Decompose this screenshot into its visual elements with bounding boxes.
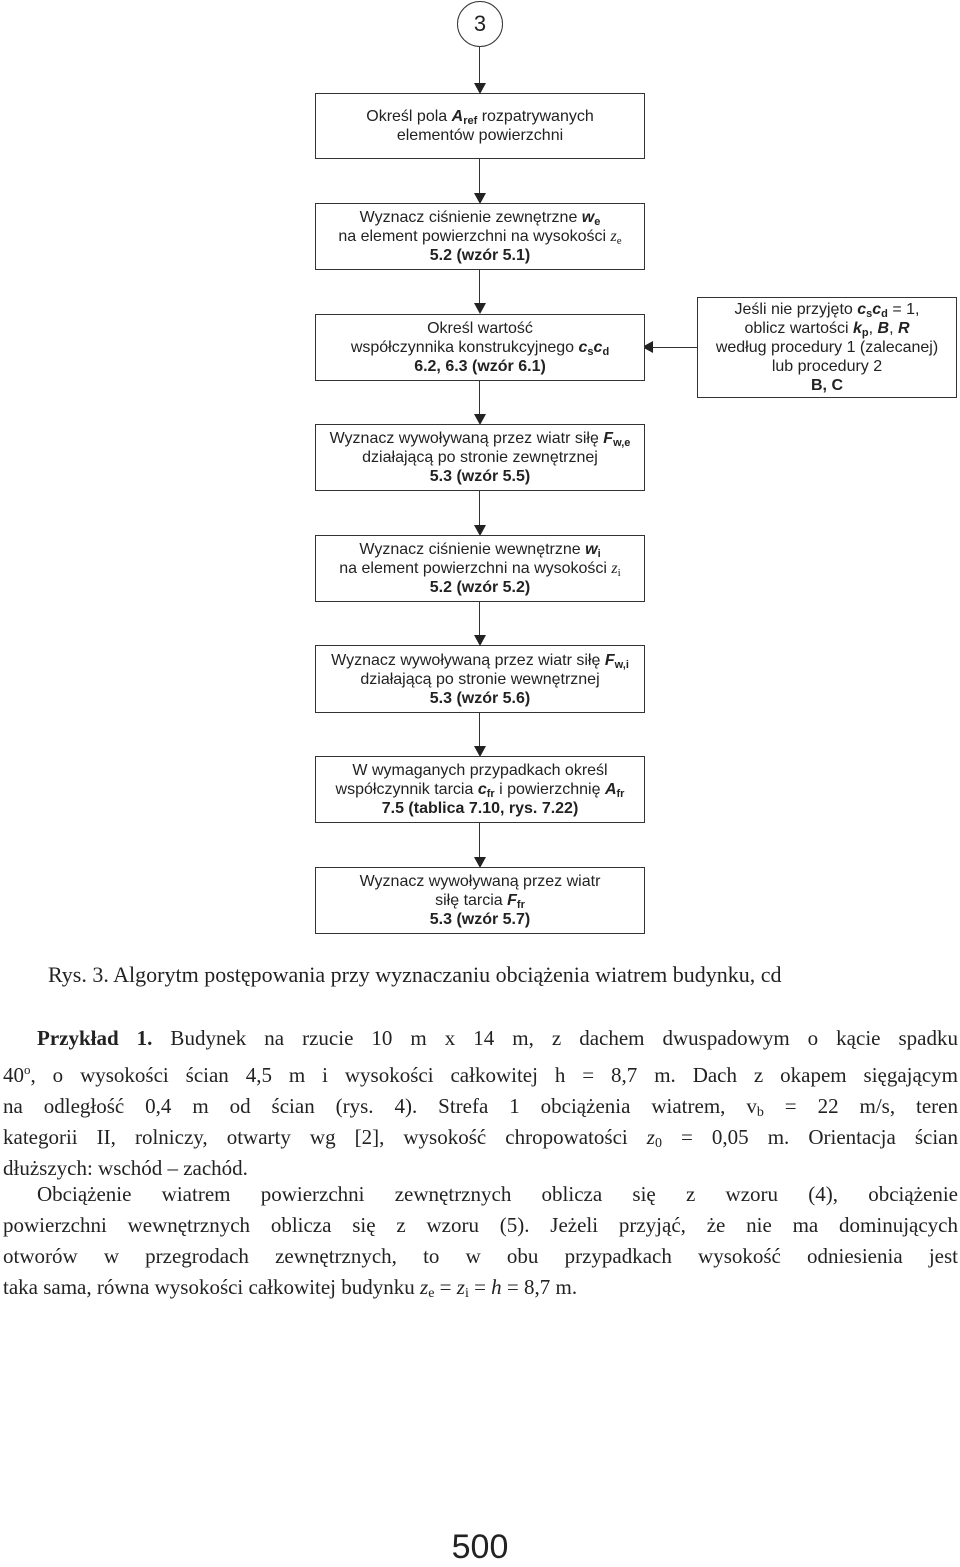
- box-line: 5.3 (wzór 5.6): [429, 689, 531, 707]
- box-line: Wyznacz wywoływaną przez wiatr siłę $F_{w,e}$: [329, 430, 631, 449]
- flow-box-internal-pressure: [315, 535, 645, 602]
- box-line: współczynnik tarcia $c_{fr}$ i powierzchnię $A_{fr}$: [335, 781, 625, 800]
- body-paragraph: [3, 1179, 958, 1303]
- box-line: 5.2 (wzór 5.2): [429, 579, 531, 596]
- box-line: Wyznacz wywoływaną przez wiatr siłę $F_{w,i}$: [331, 651, 629, 671]
- box-line: 6.2, 6.3 (wzór 6.1): [414, 358, 546, 375]
- text-line: na odległość 0,4 m od ścian (rys. 4). Strefa 1 obciążenia wiatrem, $v_b = 22$ m/s, teren: [3, 1094, 958, 1120]
- text-line: taka sama, równa wysokości całkowitej budynku $z_e = z_i = h = 8,7$ m.: [3, 1275, 578, 1301]
- box-line: B, C: [811, 377, 843, 394]
- box-line: elementów powierzchni: [396, 127, 564, 144]
- box-line: Wyznacz ciśnienie zewnętrzne $w_e$: [359, 209, 601, 228]
- flow-box-external-pressure: [315, 203, 645, 270]
- arrow-down-icon: [474, 303, 486, 314]
- flow-box-external-force: [315, 424, 645, 491]
- connector-line: [479, 47, 480, 87]
- flow-box-friction-force: [315, 867, 645, 934]
- box-line: Określ pola $A_{ref}$ rozpatrywanych: [366, 108, 594, 127]
- text-line: dłuższych: wschód – zachód.: [3, 1156, 248, 1180]
- box-line: współczynnika konstrukcyjnego $c_sc_d$: [350, 339, 610, 358]
- example-paragraph: [3, 1023, 958, 1184]
- text-line: otworów w przegrodach zewnętrznych, to w obu przypadkach wysokość odniesienia jest: [3, 1244, 958, 1268]
- text-line: Przykład 1. Budynek na rzucie 10 m x 14 m, z dachem dwuspadowym o kącie spadku: [37, 1026, 958, 1050]
- box-line: 5.3 (wzór 5.7): [429, 911, 531, 928]
- box-line: lub procedury 2: [771, 358, 883, 375]
- box-line: 5.3 (wzór 5.5): [429, 468, 531, 485]
- box-line: na element powierzchni na wysokości $z_i$: [339, 560, 621, 579]
- connector-line: [650, 347, 697, 348]
- flow-box-structural-factor: [315, 314, 645, 381]
- box-line: Jeśli nie przyjęto $c_sc_d = 1$,: [734, 301, 920, 320]
- step-number-circle: [457, 1, 503, 47]
- text-line: Obciążenie wiatrem powierzchni zewnętrznych oblicza się z wzoru (4), obciążenie: [37, 1182, 958, 1206]
- box-line: W wymaganych przypadkach określ: [352, 762, 608, 779]
- box-line: Wyznacz ciśnienie wewnętrzne $w_i$: [359, 541, 601, 560]
- text-line: powierzchni wewnętrznych oblicza się z wzoru (5). Jeżeli przyjąć, że nie ma dominujących: [3, 1213, 958, 1237]
- figure-caption: Rys. 3. Algorytm postępowania przy wyznaczaniu obciążenia wiatrem budynku, cd: [48, 962, 782, 987]
- text-line: 40$^o$, o wysokości ścian 4,5 m i wysokości całkowitej h = 8,7 m. Dach z okapem sięgającym: [3, 1062, 958, 1087]
- box-line: 5.2 (wzór 5.1): [429, 247, 531, 264]
- text-line: kategorii II, rolniczy, otwarty wg [2], wysokość chropowatości $z_0 = 0,05$ m. Orientacja ścian: [3, 1125, 958, 1151]
- flow-box-procedure-note: [697, 297, 957, 398]
- flow-box-internal-force: [315, 645, 645, 713]
- box-line: działającą po stronie zewnętrznej: [362, 449, 598, 466]
- box-line: 7.5 (tablica 7.10, rys. 7.22): [381, 800, 579, 817]
- flow-box-friction-coefficient: [315, 756, 645, 823]
- box-line: oblicz wartości $k_p$, B, R: [744, 320, 910, 339]
- page-number: 500: [451, 1528, 509, 1566]
- box-line: Wyznacz wywoływaną przez wiatr: [359, 873, 601, 890]
- step-number: 3: [473, 11, 487, 36]
- box-line: według procedury 1 (zalecanej): [715, 339, 939, 356]
- box-line: siłę tarcia $F_{fr}$: [435, 892, 525, 911]
- flow-box-reference-area: [315, 93, 645, 159]
- box-line: działającą po stronie wewnętrznej: [360, 670, 600, 688]
- box-line: Określ wartość: [427, 320, 533, 337]
- box-line: na element powierzchni na wysokości $z_e$: [338, 228, 622, 247]
